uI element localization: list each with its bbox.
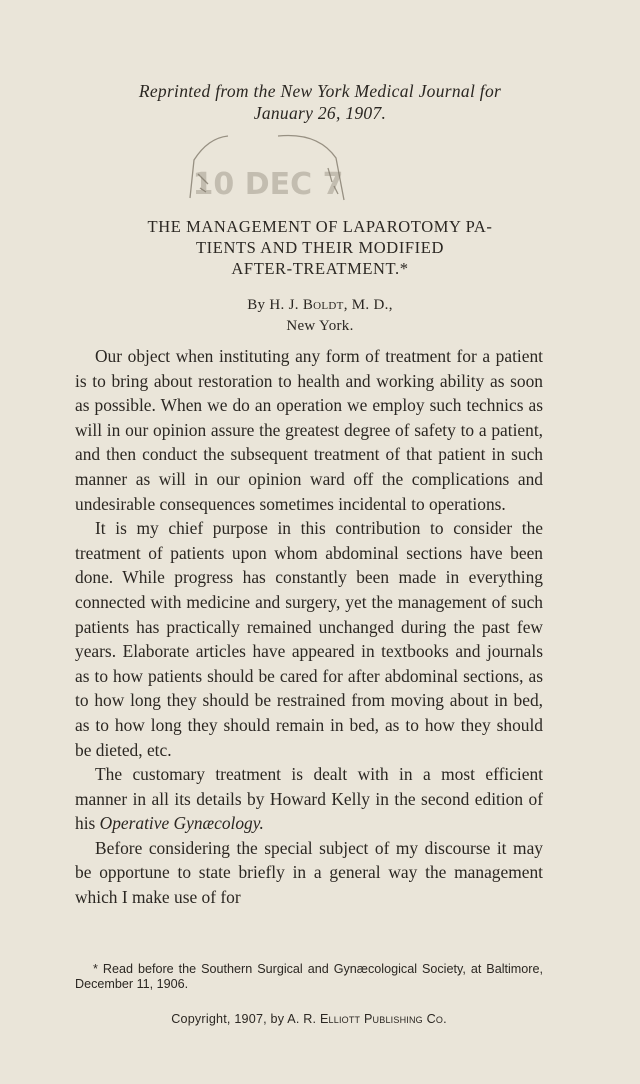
- title-line-2: TIENTS AND THEIR MODIFIED: [196, 238, 444, 257]
- reprint-date-line: January 26, 1907.: [253, 103, 387, 123]
- author-line: [60, 295, 580, 316]
- copyright-prefix: Copyright, 1907, by A. R.: [171, 1012, 317, 1026]
- author-place: New York.: [286, 318, 354, 334]
- paragraph-3-text: The customary treatment is dealt with in a most efficient manner in all its details by Howard Kelly in the second edition of his: [75, 764, 543, 834]
- reprint-header: [60, 80, 580, 124]
- paragraph-4: Before considering the special subject of my discourse it may be opportune to state briefly in a general way the management which I make use of for: [75, 837, 543, 908]
- footnote: * Read before the Southern Surgical and Gynæcological Society, at Baltimore, December 11, 1906.: [75, 962, 543, 991]
- paragraph-3: [75, 762, 543, 836]
- copyright-line: [75, 1012, 543, 1026]
- article-title: [60, 216, 580, 279]
- publisher-name: Elliott Publishing Co.: [319, 1012, 447, 1026]
- library-date-stamp: [168, 128, 368, 228]
- byline-prefix: By: [247, 297, 266, 313]
- stamp-date-text: 10 DEC 7: [192, 167, 344, 202]
- title-line-3: AFTER-TREATMENT.*: [231, 259, 409, 278]
- book-title: Operative Gynæcology.: [99, 813, 264, 834]
- paragraph-2: It is my chief purpose in this contribution to consider the treatment of patients upon whom abdominal sections have been done. While progress has constantly been made in everything connected with medicine and surgery, yet the management of such patients has practically remained unchanged during the past few years. Elaborate articles have appeared in textbooks and journals as to how patients should be cared for after abdominal sections, as to how long they should be restrained from moving about in bed, as to how long they should remain in bed, as to how they should be dieted, etc.: [75, 518, 543, 760]
- reprint-source-line: Reprinted from the New York Medical Journal for: [138, 81, 502, 101]
- author-name: H. J. Boldt, M. D.,: [269, 297, 393, 313]
- article-body: [75, 344, 543, 910]
- paragraph-1: Our object when instituting any form of treatment for a patient is to bring about restoration to health and working ability as soon as possible. When we do an operation we employ such technics as will in our opinion assure the greatest degree of safety to a patient, and then conduct the subsequent treatment of that patient in such manner as will in our opinion ward off the complications and undesirable consequences sometimes incidental to operations.: [75, 346, 543, 514]
- byline: [60, 295, 580, 337]
- title-line-1: THE MANAGEMENT OF LAPAROTOMY PA-: [147, 217, 493, 236]
